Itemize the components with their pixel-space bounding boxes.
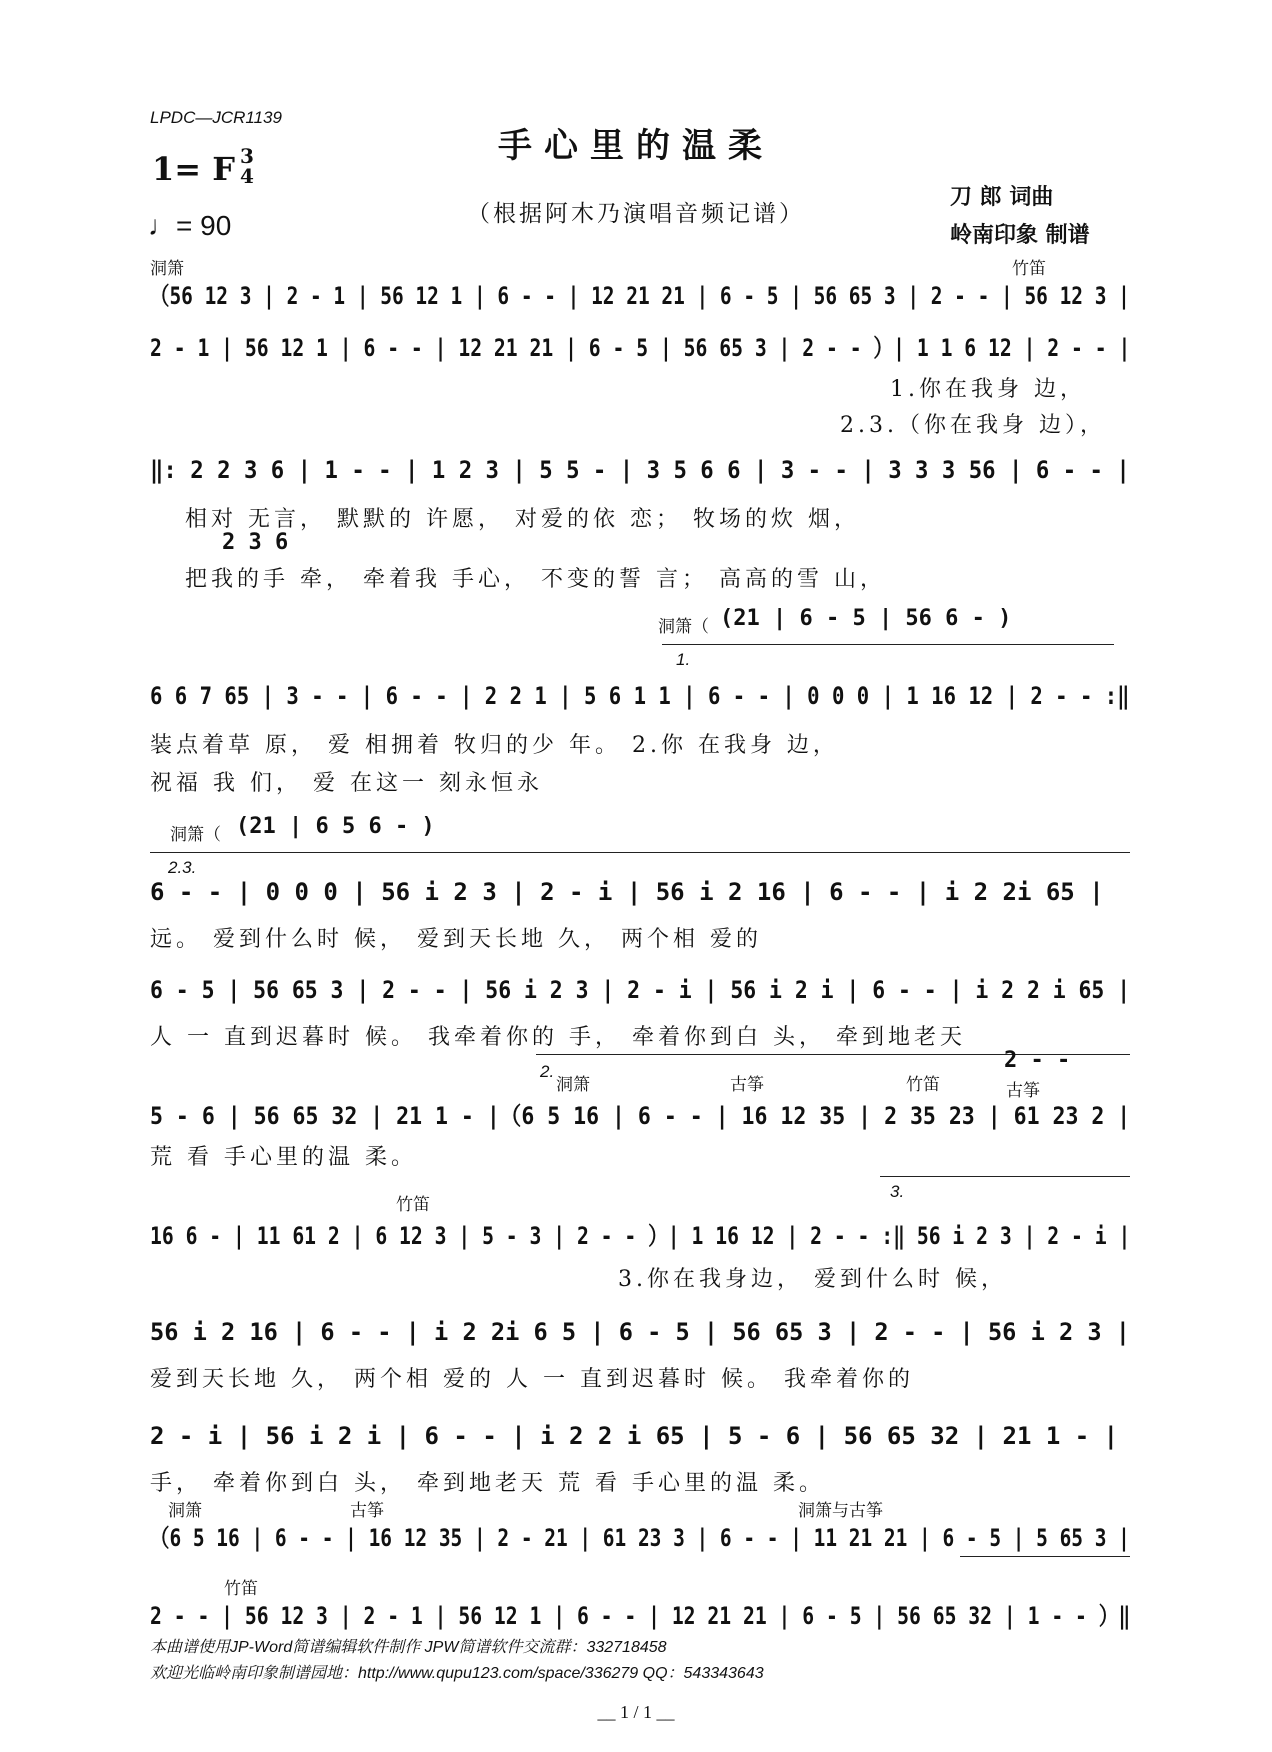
lyric-line: 相对 无言， 默默的 许愿， 对爱的依 恋； 牧场的炊 烟， <box>185 507 860 532</box>
instrument-label: 竹笛 <box>396 1195 430 1214</box>
song-title: 手心里的温柔 <box>498 126 774 166</box>
notation-line-2: 2 - 1 | 56 12 1 | 6 - - | 12 21 21 | 6 - 5 | 56 65 3 | 2 - - ）| 1 1 6 12 | 2 - - | <box>150 334 1131 362</box>
footer-website-note: 欢迎光临岭南印象制谱园地：http://www.qupu123.com/space/336279 QQ：543343643 <box>150 1665 764 1682</box>
notation-line-11: （6 5 16 | 6 - - | 16 12 35 | 2 - 21 | 61 23 3 | 6 - - | 11 21 21 | 6 - 5 | 5 65 3 | <box>150 1524 1130 1552</box>
time-signature-top: 3 <box>240 144 254 168</box>
notation-line-9: 56 i 2 16 | 6 - - | i 2 2i 6 5 | 6 - 5 | 56 65 3 | 2 - - | 56 i 2 3 | <box>150 1318 1130 1346</box>
instrument-label: 洞箫 <box>168 1501 202 1520</box>
instrument-label: 洞箫 <box>556 1075 590 1094</box>
instrument-label: 洞箫与古筝 <box>798 1501 883 1520</box>
instrument-label: 竹笛 <box>906 1075 940 1094</box>
lyric-line: 人 一 直到迟暮时 候。 我牵着你的 手， 牵着你到白 头， 牵到地老天 <box>150 1025 966 1050</box>
time-signature <box>240 146 254 186</box>
volta-number: 2. <box>540 1062 555 1081</box>
notation-line-5: 6 - - | 0 0 0 | 56 i 2 3 | 2 - i | 56 i 2 16 | 6 - - | i 2 2i 65 | <box>150 878 1104 906</box>
key-signature: 1= F <box>152 150 235 188</box>
lyric-line: 2.3.（你在我身 边）， <box>840 413 1106 438</box>
interlude-notes: (21 | 6 - 5 | 56 6 - ) <box>720 606 1012 631</box>
volta-bracket <box>150 852 1130 853</box>
lyric-line: 装点着草 原， 爱 相拥着 牧归的少 年。 2.你 在我身 边， <box>150 733 839 758</box>
alternate-notes: 2 3 6 <box>222 530 289 555</box>
volta-bracket <box>880 1176 1130 1177</box>
tempo-marking: ♩= 90 <box>148 210 232 241</box>
notation-line-1: （56 12 3 | 2 - 1 | 56 12 1 | 6 - - | 12 21 21 | 6 - 5 | 56 65 3 | 2 - - | 56 12 3 | <box>150 282 1130 310</box>
instrument-label: 古筝 <box>1006 1081 1040 1100</box>
notation-line-7: 5 - 6 | 56 65 32 | 21 1 - |（6 5 16 | 6 - - | 16 12 35 | 2 35 23 | 61 23 2 | <box>150 1102 1131 1130</box>
page-number: __ 1 / 1 __ <box>597 1702 675 1722</box>
upper-notes: 2 - - <box>1004 1048 1071 1073</box>
volta-number: 1. <box>676 650 691 669</box>
instrument-label: 洞箫（ <box>170 825 221 844</box>
lyric-line: 手， 牵着你到白 头， 牵到地老天 荒 看 手心里的温 柔。 <box>150 1471 825 1496</box>
volta-number: 3. <box>890 1182 905 1201</box>
instrument-label: 洞箫（ <box>658 617 709 636</box>
lyric-line: 把我的手 牵， 牵着我 手心， 不变的誓 言； 高高的雪 山， <box>185 567 886 592</box>
lyric-line: 3.你在我身边， 爱到什么时 候， <box>618 1267 1007 1292</box>
instrument-label: 洞箫 <box>150 259 184 278</box>
lyric-line: 祝福 我 们， 爱 在这一 刻永恒永 <box>150 771 543 796</box>
volta-bracket <box>960 1556 1130 1557</box>
lyric-line: 远。 爱到什么时 候， 爱到天长地 久， 两个相 爱的 <box>150 927 762 952</box>
time-signature-bottom: 4 <box>240 164 254 188</box>
credits <box>950 178 1090 254</box>
instrument-label: 竹笛 <box>224 1579 258 1598</box>
credit-arranger: 岭南印象 制谱 <box>950 222 1090 248</box>
notation-line-10: 2 - i | 56 i 2 i | 6 - - | i 2 2 i 65 | 5 - 6 | 56 65 32 | 21 1 - | <box>150 1422 1119 1450</box>
credit-lyrics-music: 刀 郎 词曲 <box>950 184 1054 210</box>
lyric-line: 荒 看 手心里的温 柔。 <box>150 1145 417 1170</box>
lyric-line: 1.你在我身 边， <box>890 377 1086 402</box>
interlude-notes: (21 | 6 5 6 - ) <box>236 814 435 839</box>
volta-bracket <box>662 644 1114 645</box>
instrument-label: 古筝 <box>350 1501 384 1520</box>
score-code: LPDC—JCR1139 <box>150 108 282 127</box>
instrument-label: 古筝 <box>730 1075 764 1094</box>
lyric-line: 爱到天长地 久， 两个相 爱的 人 一 直到迟暮时 候。 我牵着你的 <box>150 1367 914 1392</box>
notation-line-6: 6 - 5 | 56 65 3 | 2 - - | 56 i 2 3 | 2 - i | 56 i 2 i | 6 - - | i 2 2 i 65 | <box>150 976 1131 1004</box>
footer-software-note: 本曲谱使用JP-Word简谱编辑软件制作 JPW简谱软件交流群：332718458 <box>150 1639 667 1656</box>
notation-line-12: 2 - - | 56 12 3 | 2 - 1 | 56 12 1 | 6 - - | 12 21 21 | 6 - 5 | 56 65 32 | 1 - - ）‖ <box>150 1602 1131 1630</box>
instrument-label: 竹笛 <box>1012 259 1046 278</box>
notation-line-4: 6 6 7 65 | 3 - - | 6 - - | 2 2 1 | 5 6 1 1 | 6 - - | 0 0 0 | 1 16 12 | 2 - - :‖ <box>150 682 1130 710</box>
volta-number: 2.3. <box>168 858 197 877</box>
notation-line-8: 16 6 - | 11 61 2 | 6 12 3 | 5 - 3 | 2 - - ）| 1 16 12 | 2 - - :‖ 56 i 2 3 | 2 - i | <box>150 1222 1131 1250</box>
song-subtitle: （根据阿木乃演唱音频记谱） <box>467 201 805 227</box>
notation-line-3: ‖: 2 2 3 6 | 1 - - | 1 2 3 | 5 5 - | 3 5 6 6 | 3 - - | 3 3 3 56 | 6 - - | <box>150 456 1130 484</box>
